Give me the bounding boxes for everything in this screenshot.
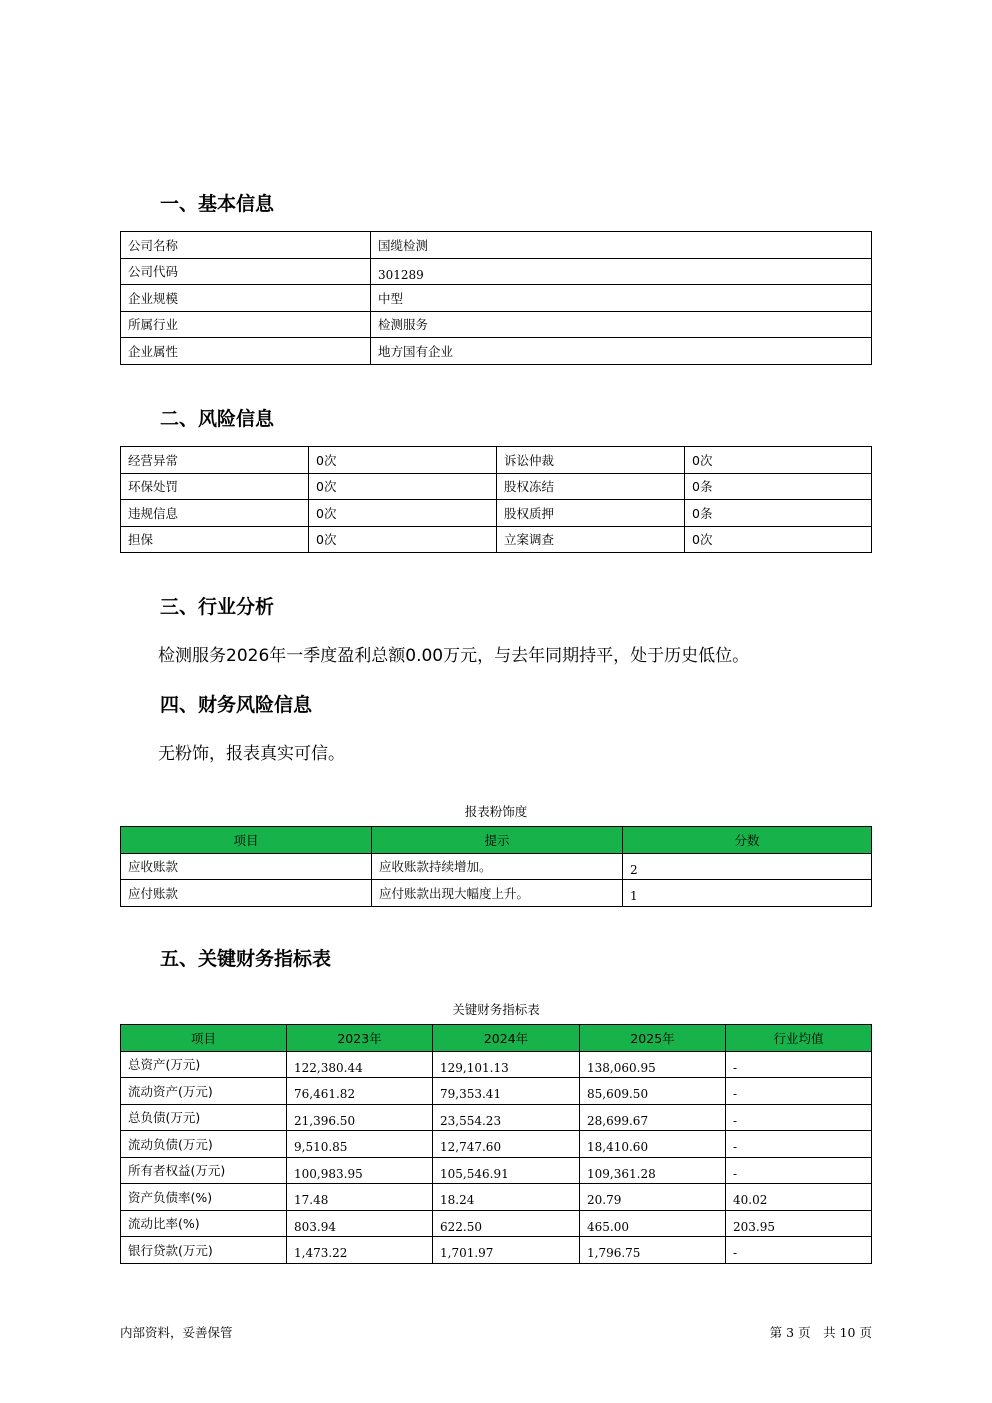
table-row [121,473,872,500]
table-cell: 79,353.41 [433,1078,580,1105]
table-row [121,1131,872,1158]
risk-label: 担保 [121,526,309,553]
table-cell: 2 [623,853,872,880]
table-row [121,311,872,338]
risk-value: 0条 [685,473,872,500]
risk-label: 环保处罚 [121,473,309,500]
risk-value: 0次 [685,526,872,553]
basic-info-label: 公司名称 [121,232,371,259]
risk-label: 经营异常 [121,447,309,474]
column-header: 2024年 [433,1025,580,1052]
risk-value: 0次 [309,447,497,474]
table-cell: 9,510.85 [287,1131,433,1158]
finance-risk-text: 无粉饰，报表真实可信。 [158,744,345,764]
table-cell: 总负债(万元) [121,1104,287,1131]
risk-label: 立案调查 [497,526,685,553]
whitewash-table [120,826,872,907]
column-header: 项目 [121,1025,287,1052]
table-cell: 21,396.50 [287,1104,433,1131]
table-cell: 28,699.67 [580,1104,726,1131]
table-row [121,526,872,553]
table-cell: 622.50 [433,1210,580,1237]
basic-info-value: 地方国有企业 [371,338,872,365]
basic-info-label: 公司代码 [121,258,371,285]
table-cell: 129,101.13 [433,1051,580,1078]
table-cell: 应付账款出现大幅度上升。 [372,880,623,907]
table-cell: 18,410.60 [580,1131,726,1158]
table-cell: 应收账款持续增加。 [372,853,623,880]
table-cell: 流动比率(%) [121,1210,287,1237]
risk-label: 诉讼仲裁 [497,447,685,474]
table-row [121,1157,872,1184]
table-cell: - [726,1078,872,1105]
table-header-row [121,827,872,854]
table-row [121,853,872,880]
table-cell: 1 [623,880,872,907]
basic-info-label: 企业规模 [121,285,371,312]
table-row [121,232,872,259]
table-cell: - [726,1157,872,1184]
column-header: 项目 [121,827,372,854]
table-cell: - [726,1051,872,1078]
table-row [121,285,872,312]
table-cell: - [726,1104,872,1131]
table-row [121,880,872,907]
risk-value: 0次 [685,447,872,474]
table-header-row [121,1025,872,1052]
page-total: 10 [839,1325,856,1340]
table-cell: 18.24 [433,1184,580,1211]
table-cell: 应收账款 [121,853,372,880]
table-cell: 40.02 [726,1184,872,1211]
whitewash-table-caption: 报表粉饰度 [464,804,528,819]
footer-confidential-note: 内部资料，妥善保管 [120,1325,233,1340]
table-cell: 109,361.28 [580,1157,726,1184]
section-title-industry-analysis: 三、行业分析 [160,596,275,618]
table-row [121,338,872,365]
table-cell: 所有者权益(万元) [121,1157,287,1184]
page-suffix: 页 [859,1325,872,1340]
table-cell: - [726,1237,872,1264]
column-header: 2025年 [580,1025,726,1052]
basic-info-value: 301289 [371,258,872,285]
basic-info-value: 中型 [371,285,872,312]
table-cell: 12,747.60 [433,1131,580,1158]
table-cell: 100,983.95 [287,1157,433,1184]
table-cell: 23,554.23 [433,1104,580,1131]
table-cell: 203.95 [726,1210,872,1237]
risk-label: 股权质押 [497,500,685,527]
risk-value: 0次 [309,473,497,500]
table-cell: 105,546.91 [433,1157,580,1184]
page-prefix: 第 [769,1325,783,1340]
table-cell: 76,461.82 [287,1078,433,1105]
key-indicators-table [120,1024,872,1264]
table-cell: 资产负债率(%) [121,1184,287,1211]
column-header: 行业均值 [726,1025,872,1052]
section-title-risk-info: 二、风险信息 [160,408,275,430]
table-cell: 138,060.95 [580,1051,726,1078]
section-title-key-indicators: 五、关键财务指标表 [160,948,332,970]
table-cell: 465.00 [580,1210,726,1237]
basic-info-table [120,231,872,365]
industry-analysis-text: 检测服务2026年一季度盈利总额0.00万元，与去年同期持平，处于历史低位。 [158,646,750,666]
table-row [121,258,872,285]
table-row [121,1104,872,1131]
section-title-basic-info: 一、基本信息 [160,193,275,215]
table-cell: 总资产(万元) [121,1051,287,1078]
table-cell: 1,701.97 [433,1237,580,1264]
table-cell: 流动负债(万元) [121,1131,287,1158]
table-cell: - [726,1131,872,1158]
risk-label: 违规信息 [121,500,309,527]
basic-info-value: 国缆检测 [371,232,872,259]
table-row [121,1210,872,1237]
basic-info-label: 企业属性 [121,338,371,365]
table-row [121,1051,872,1078]
table-cell: 1,473.22 [287,1237,433,1264]
column-header: 分数 [623,827,872,854]
risk-label: 股权冻结 [497,473,685,500]
page-number [770,1325,872,1341]
table-cell: 803.94 [287,1210,433,1237]
table-cell: 银行贷款(万元) [121,1237,287,1264]
risk-value: 0次 [309,526,497,553]
risk-value: 0次 [309,500,497,527]
table-cell: 1,796.75 [580,1237,726,1264]
section-title-finance-risk: 四、财务风险信息 [160,694,313,716]
column-header: 提示 [372,827,623,854]
risk-info-table [120,446,872,553]
risk-value: 0条 [685,500,872,527]
table-cell: 122,380.44 [287,1051,433,1078]
table-row [121,1184,872,1211]
table-cell: 流动资产(万元) [121,1078,287,1105]
table-row [121,1078,872,1105]
table-cell: 17.48 [287,1184,433,1211]
page-mid: 页 共 [798,1325,836,1340]
basic-info-value: 检测服务 [371,311,872,338]
column-header: 2023年 [287,1025,433,1052]
basic-info-label: 所属行业 [121,311,371,338]
table-cell: 20.79 [580,1184,726,1211]
page-current: 3 [786,1325,795,1340]
table-row [121,447,872,474]
table-cell: 应付账款 [121,880,372,907]
table-cell: 85,609.50 [580,1078,726,1105]
table-row [121,1237,872,1264]
key-table-caption: 关键财务指标表 [452,1002,540,1017]
table-row [121,500,872,527]
